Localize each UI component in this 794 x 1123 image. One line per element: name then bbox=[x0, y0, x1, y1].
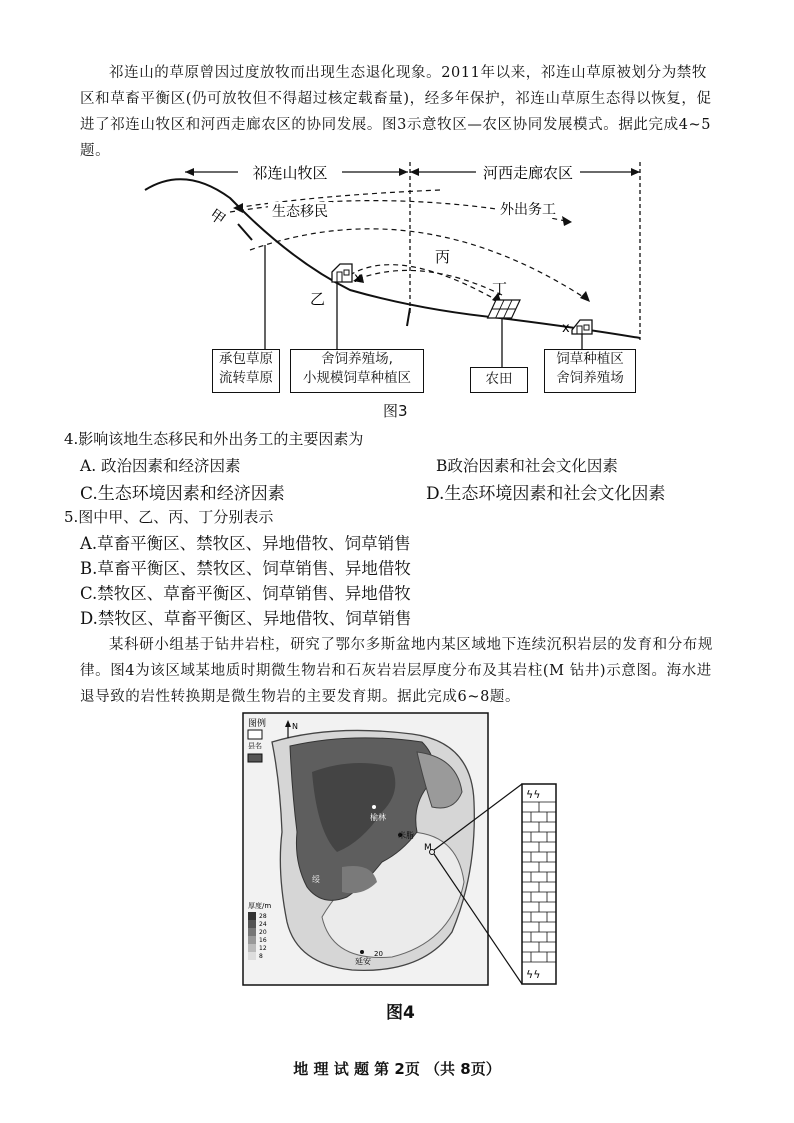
contour-label: 20 bbox=[374, 950, 383, 958]
label-jia: 甲 bbox=[206, 205, 229, 229]
q4-option-c[interactable]: C.生态环境因素和经济因素 bbox=[80, 484, 285, 504]
north-arrow-label: N bbox=[292, 722, 298, 731]
page-footer: 地 理 试 题 第 2页 （共 8页） bbox=[293, 1060, 501, 1078]
label-bing: 丙 bbox=[435, 248, 451, 266]
box-contracted-grassland: 承包草原 流转草原 bbox=[212, 349, 280, 393]
svg-text:ϟϟ: ϟϟ bbox=[526, 968, 541, 981]
q4-stem: 4.影响该地生态移民和外出务工的主要因素为 bbox=[64, 430, 364, 448]
svg-text:ϟϟ: ϟϟ bbox=[526, 788, 541, 801]
mark-x1: x bbox=[354, 271, 362, 286]
svg-text:28: 28 bbox=[259, 913, 267, 920]
well-m-label: M bbox=[424, 843, 432, 853]
q5-option-a[interactable]: A.草畜平衡区、禁牧区、异地借牧、饲草销售 bbox=[80, 534, 411, 553]
flow-work-label: 外出务工 bbox=[500, 202, 556, 218]
flow-migration-label: 生态移民 bbox=[272, 204, 328, 220]
svg-text:20: 20 bbox=[259, 929, 267, 936]
legend-county: 县名 bbox=[248, 742, 262, 750]
q5-stem: 5.图中甲、乙、丙、丁分别表示 bbox=[64, 508, 274, 526]
place-yanan: 延安 bbox=[355, 957, 371, 966]
region-right-label: 河西走廊农区 bbox=[482, 164, 574, 182]
q4-option-d[interactable]: D.生态环境因素和社会文化因素 bbox=[426, 484, 666, 504]
q5-option-b[interactable]: B.草畜平衡区、禁牧区、饲草销售、异地借牧 bbox=[80, 559, 411, 578]
svg-text:12: 12 bbox=[259, 945, 267, 952]
svg-text:24: 24 bbox=[259, 921, 267, 928]
region-left-label: 祁连山牧区 bbox=[252, 164, 328, 182]
box-feedlot-forage: 舍饲养殖场, 小规模饲草种植区 bbox=[290, 349, 424, 393]
place-other: 绥 bbox=[312, 875, 320, 884]
q4-option-b[interactable]: B政治因素和社会文化因素 bbox=[436, 457, 618, 475]
mark-x2: x bbox=[562, 321, 570, 336]
farmland-grid-icon bbox=[488, 300, 520, 318]
figure-3-caption: 图3 bbox=[383, 402, 408, 420]
figure-4-caption: 图4 bbox=[386, 1003, 415, 1023]
intro-paragraph: 祁连山的草原曾因过度放牧而出现生态退化现象。2011年以来，祁连山草原被划分为禁牧区和草畜平衡区(仍可放牧但不得超过核定载畜量)，经多年保护，祁连山草原生态得以恢复，促进了祁连山牧区和河西走廊农区的协同发展。图3示意牧区—农区协同发展模式。据此完成4~5题。 bbox=[80, 65, 712, 159]
rock-column bbox=[522, 784, 556, 984]
box-forage-feedlot: 饲草种植区 舍饲养殖场 bbox=[544, 349, 636, 393]
thickness-legend-title: 厚度/m bbox=[248, 902, 272, 910]
q5-option-c[interactable]: C.禁牧区、草畜平衡区、饲草销售、异地借牧 bbox=[80, 584, 411, 603]
place-yulin: 榆林 bbox=[370, 813, 386, 822]
terrain-profile bbox=[145, 179, 640, 338]
label-yi: 乙 bbox=[310, 290, 326, 308]
svg-text:8: 8 bbox=[259, 953, 263, 960]
q4-option-a[interactable]: A. 政治因素和经济因素 bbox=[80, 457, 241, 475]
label-ding: 丁 bbox=[492, 280, 508, 298]
farm-building-icon bbox=[332, 264, 352, 282]
figure-4-map bbox=[242, 712, 572, 988]
q5-option-d[interactable]: D.禁牧区、草畜平衡区、异地借牧、饲草销售 bbox=[80, 609, 412, 628]
box-farmland: 农田 bbox=[470, 367, 528, 393]
svg-text:16: 16 bbox=[259, 937, 267, 944]
legend-title: 图例 bbox=[248, 719, 267, 729]
intro2-paragraph: 某科研小组基于钻井岩柱，研究了鄂尔多斯盆地内某区域地下连续沉积岩层的发育和分布规律。图4为该区域某地质时期微生物岩和石灰岩岩层厚度分布及其岩柱(M 钻井)示意图。海水进退导致的岩性转换期是微生物岩的主要发育期。据此完成6~8题。 bbox=[80, 637, 713, 705]
place-mizhi: 米脂 bbox=[398, 831, 414, 840]
farm-building-icon-right bbox=[572, 320, 592, 334]
